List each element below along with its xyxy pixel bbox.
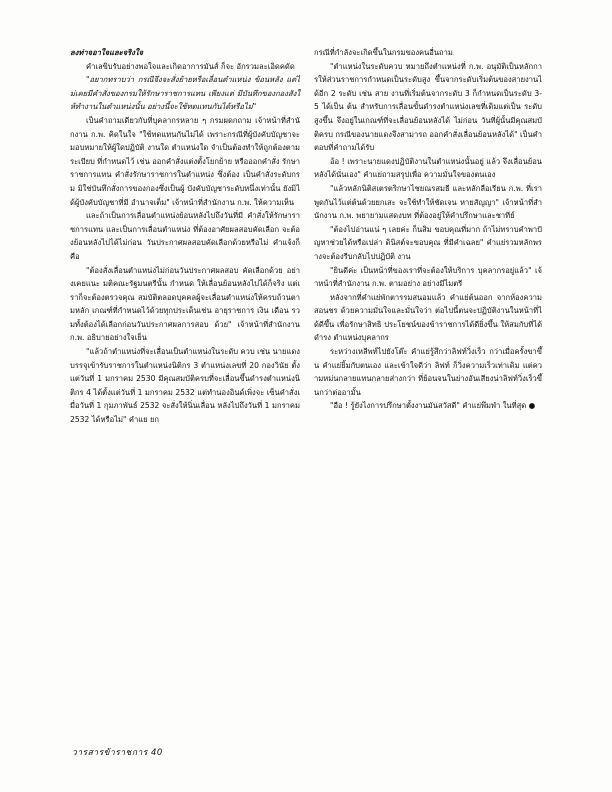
paragraph: "อยากทราบว่า กรณีจึงจะสั่งย้ายหรือเลื่อนตำแหน่ง ข้อนหลัง แต่ไม่เคยมีคำสั่งของกรมให้รักษาราชการแทน เพียงแต่ มีบันทึกของกองสังให้ทำงานในตำแหน่งนั้น อย่างนี้จะใช้ทดแทนกันได้หรือไม่" [70,75,300,112]
page-footer: วารสารข้าราชการ 40 [72,748,163,758]
paragraph: "แล้วถ้าตำแหน่งที่จะเลื่อนเป็นตำแหน่งในระดับ ควบ เช่น นายแดง บรรจุเข้ารับราชการในตำแหน่งนิติกร 3 ตำแหน่งเลขที่ 20 กองวินัย ตั้งแต่วันที่ 1 มกราคม 2530 มีคุณสมบัติครบที่จะเลื่อนขึ้นดำรงตำแหน่งนิติกร 4 ได้ตั้งแต่วันที่ 1 มกราคม 2532 แต่ทำนองอินด์เพิ่งจะ เซ็นคำสั่งเมื่อวันที่ 1 กุมภาพันธ์ 2532 จะสั่งให้นิ่นเลื่อน หลังไปถึงวันที่ 1 มกราคม 2532 ได้หรือไม่" คำแย ยก [70,347,300,425]
section-heading: ลงท่าจอาใจและจริงใจ [70,48,144,57]
right-paragraphs [314,46,542,413]
paragraph: เป็นคำถามเดียวกับที่บุคลากรหลาย ๆ กรมผดกถาม เจ้าหน้าที่สำนักงาน ก.พ. คิดในใจ "ใช้ทดแทนกันไม่ได้ เพราะกรณีที่ผู้บังคับบัญชาจะมอบหมายให้ผู้ใดปฏิบัติ งานใด ตำแหน่งใด จำเป็นต้องทำให้ถูกต้องตามระเบียบ ที่กำหนดไว้ เช่น ออกคำสั่งแต่งตั้งโยกย้าย หรือออกคำสั่ง รักษาราชการแทน คำสั่งรักษาราชการในตำแหน่ง ซึ่งต้อง เป็นคำสั่งระดับกรม มิใช่บันทึกสั่งการของกองซึ่งเป็นผู้ บังคับบัญชาระดับหนึ่งเท่านั้น ยังมิได้ผู้บังคับบัญชาที่มี อำนาจเต็ม" เจ้าหน้าที่สำนักงาน ก.พ. ให้ความเห็น [70,115,300,207]
left-paragraphs [70,60,300,427]
paragraph: "ต้องสั่งเลื่อนตำแหน่งไม่ก่อนวันประกาศผลสอบ คัดเลือกด้วย อย่างเคยแนะ มติคณะรัฐมนตรีนั้น กำหนด ให้เลื่อนย้อนหลังไปได้ก็จริง แต่เราก็จะต้องตรวจคุณ สมบัติตลอดบุคคลผู้จะเลื่อนตำแหน่งให้ครบถ้วนตามหลัก เกณฑ์ที่กำหนดไว้ด้วยทุกประเด็นเช่น อายุราชการ เงิน เดือน รวมทั้งต้องได้เลือกก่อนวันประกาศผลการสอบ ด้วย" เจ้าหน้าที่สำนักงาน ก.พ. อธิบายอย่างใจเย็น [70,265,300,343]
paragraph: "แล้วหลักนิติสเตรตริกษาไชยณรสมธี และหลักลือเรียน ก.พ. ที่เราพูดกันไว้แต่ต้นด้วยยกเสะ จะใช้ทำให้ชัดเจน หายสัญญา" เจ้าหน้าที่สำนักงาน ก.พ. พยายามแสดงบท ที่ต้องอยู่ให้คำปรึกษาและชาทีย์ [314,183,542,221]
paragraph: "ยินดีค่ะ เป็นหน้าที่ของเราที่จะต้องให้บริการ บุคลากรอยู่แล้ว" เจ้าหน้าที่สำนักงาน ก.พ. ตามอย่าง อย่างมีไมตรี [314,265,542,289]
left-column [70,46,300,427]
paragraph: ระหว่างเหลีพท์ไปยังโต๊ะ คำแย่รู้สึกว่าลิฟท์วิ่งเร็ว กว่าเมื่อครั้งขาขึ้น คำแย่ยิ้มกับตนเอง และเข้าใจดีว่า ลิฟท์ ก็วิ่งความเร็วเท่าเดิม แต่ความหม่นกลายแทนกลายส่างกว่า ที่ย้อนจนในย่างอันเสียงน่าลิฟท์วิ่งเร็วขึ้นกว่าต่ออามั้น [314,347,542,397]
paragraph: "ตำแหน่งในระดับควบ หมายถึงตำแหน่งที่ ก.พ. อนุมัติเป็นหลักการให้ส่วนราชการกำหนดเป็นระดับสูง ขึ้นจากระดับเริ่มต้นของสายงานได้อีก 2 ระดับ เช่น สาย งานที่เริ่มต้นจากระดับ 3 ก็กำหนดเป็นระดับ 3-5 ได้เป็น ต้น สำหรับการเลื่อนขั้นดำรงตำแหน่งเลขที่เดิมแต่เป็น ระดับสูงขึ้น จึงอยู่ในเกณฑ์ที่จะเลื่อนย้อนหลังได้ ไม่ก่อน วันที่ผู้นั้นมีคุณสมบัติครบ กรณีของนายแดงจึงสามารถ ออกคำสั่งเลื่อนย้อนหลังได้" เป็นคำตอบที่คำถามได้รับ [314,61,542,153]
paragraph: "อือ ! รู้ยังไงการปรึกษาตั้งงานมันสวัสดี" คำแย่พึมพำ ในที่สุด ● [330,401,536,411]
paragraph: คำเลขิบรับอย่างพอใจและเกิดอาการมันส์ ก็จะ อักรวมละเอิดคดัด [86,61,295,71]
paragraph: กรณีที่กำลังจะเกิดขึ้นในกรมของคนอื่นถาม [314,48,453,57]
paragraph: และถ้าเป็นการเลื่อนตำแหน่งย้อนหลังไปถึงวันที่มี คำสั่งให้รักษาราชการแทน และเป็นการเลื่อนตำแหน่ง ที่ต้องอาศัยผลสอบคัดเลือก จะต้องย้อนหลังไปได้ไม่ก่อน วันประกาศผลสอบคัดเลือกด้วยหรือไม่ คำแจ้งก็คือ [70,211,300,261]
paragraph: อ้อ ! เพราะนายแดงปฏิบัติงานในตำแหน่งนั้นอยู่ แล้ว จึงเลื่อนย้อนหลังได้นั่นเอง" คำแย่ถามสรุปเพื่อ ความมั่นใจของตนเอง [314,156,542,180]
right-column [314,46,542,413]
paragraph: "ต้องไปอ่านแน่ ๆ เลยค่ะ ก็นสิม ขอบคุณที่มาก ถ้าไม่ทราบคำพาปัญหาช่วยได้หรือเปล่า ดินิสต์จะขอบคุณ ที่มีคำเฉลย" คำแย่รวมหลักพรางจะต้องรีบกลับไปปฏิบัติ งาน [314,224,542,261]
paragraph: หลังจากที่คำแย่พักตารรมสนอมแล้ว คำแย่ต้นออก จากห้องความสอนชร ด้วยความมั่นใจและมั่นใจว่า ต่อไปนี้ตนจะปฏิบัติงานในหน้าที่ได้ดีขึ้น เพื่อรักษาสิทธิ ประโยชน์ของข้าราชการได้ดียิ่งขึ้น ให้สมกับที่ได้ดำรง ตำแหน่งบุคลากร [314,292,542,343]
